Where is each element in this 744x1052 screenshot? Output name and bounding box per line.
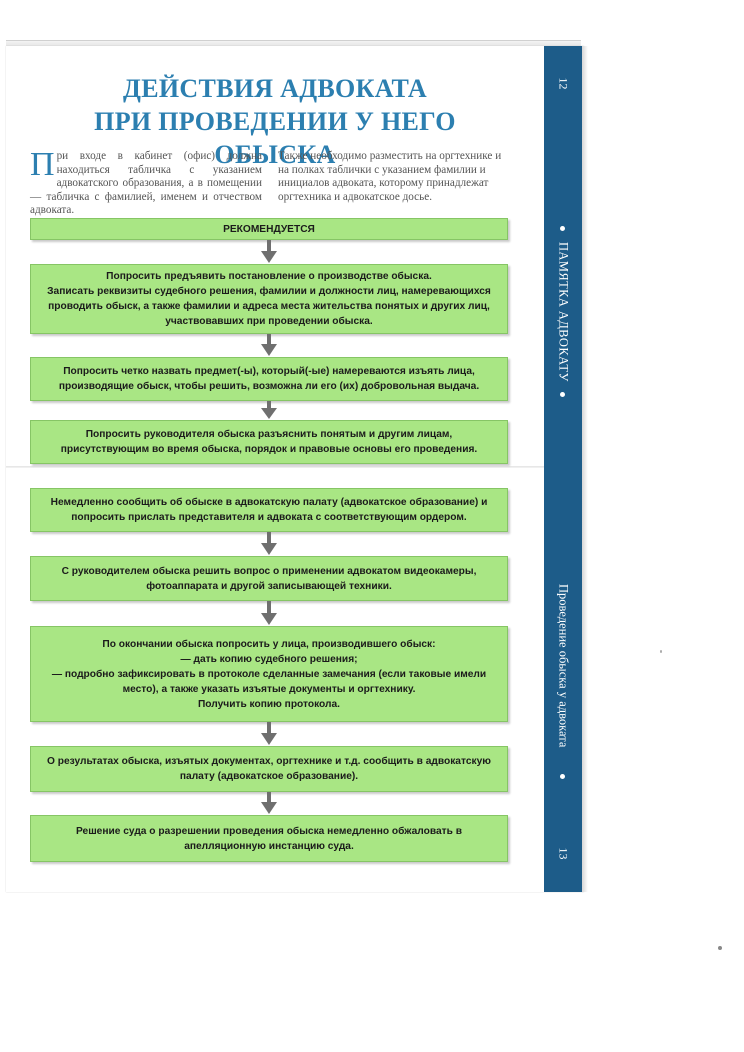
flow-arrow-icon xyxy=(259,401,279,420)
flow-step-box xyxy=(30,746,508,792)
flow-step-box xyxy=(30,420,508,464)
flow-step-text: По окончании обыска попросить у лица, производившего обыск: — дать копию судебного решения; — подробно зафиксировать в протоколе сделанные замечания (если таковые имели место), а также указать изъятые документы и оргтехнику. Получить копию протокола. xyxy=(51,638,487,710)
flow-arrow-icon xyxy=(259,240,279,264)
flow-arrow-icon xyxy=(259,722,279,746)
sidebar-heading-bottom: Проведение обыска у адвоката xyxy=(556,584,571,748)
flow-step-text: С руководителем обыска решить вопрос о применении адвокатом видеокамеры, фотоаппарата и другой записывающей техники. xyxy=(61,565,477,592)
flow-step-box xyxy=(30,357,508,401)
flow-header-label: РЕКОМЕНДУЕТСЯ xyxy=(223,223,315,235)
scan-speck xyxy=(660,650,662,653)
sidebar-heading-top: ПАМЯТКА АДВОКАТУ xyxy=(556,242,571,382)
flow-step-text: Решение суда о разрешении проведения обыска немедленно обжаловать в апелляционную инстанцию суда. xyxy=(75,825,462,852)
flow-arrow-icon xyxy=(259,532,279,556)
intro-right-paragraph: Также необходимо разместить на оргтехнике и на полках таблички с указанием фамилии и инициалов адвоката, которому принадлежат оргтехника и адвокатское досье. xyxy=(278,150,502,203)
flow-step-text: О результатах обыска, изъятых документах, оргтехнике и т.д. сообщить в адвокатскую палату (адвокатское образование). xyxy=(47,756,491,782)
title-line-1: ДЕЙСТВИЯ АДВОКАТА xyxy=(123,74,427,103)
bullet-dot-icon xyxy=(560,392,565,397)
sidebar-page-edge xyxy=(582,46,588,892)
flow-step-box xyxy=(30,556,508,601)
flow-step-text: Немедленно сообщить об обыске в адвокатскую палату (адвокатское образование) и попросить прислать представителя и адвоката с соответствующим ордером. xyxy=(50,497,488,523)
flow-arrow-icon xyxy=(259,334,279,357)
flow-arrow-icon xyxy=(259,601,279,626)
sidebar-strip xyxy=(544,46,582,892)
flow-step-text: Попросить руководителя обыска разъяснить понятым и другим лицам, присутствующим во время обыска, порядок и правовые основы его проведения. xyxy=(60,429,478,455)
flow-step-box xyxy=(30,626,508,722)
title-line-2: ПРИ ПРОВЕДЕНИИ У НЕГО ОБЫСКА xyxy=(94,107,456,169)
bullet-dot-icon xyxy=(560,226,565,231)
flow-step-box xyxy=(30,815,508,862)
flow-step-text: Попросить четко назвать предмет(-ы), который(-ые) намереваются изъять лица, производящие обыск, чтобы решить, возможна ли его (их) добровольная выдача. xyxy=(58,366,480,392)
intro-left-text: ри входе в кабинет (офис) должна находиться табличка с указанием адвокатского образования, а в помещении — табличка с фамилией, именем и отчеством адвоката. xyxy=(30,150,262,216)
scan-speck xyxy=(718,946,722,950)
flow-header-box xyxy=(30,218,508,240)
flow-step-text: Попросить предъявить постановление о производстве обыска. Записать реквизиты судебного решения, фамилии и должности лиц, намеревающихся проводить обыск, а также фамилии и адреса места жительства понятых и других лиц, участвовавших при проведении обыска. xyxy=(47,271,491,327)
flow-step-box xyxy=(30,264,508,334)
bullet-dot-icon xyxy=(560,774,565,779)
flow-step-box xyxy=(30,488,508,532)
flow-arrow-icon xyxy=(259,792,279,815)
page-number-bottom: 13 xyxy=(556,847,571,860)
intro-dropcap: П xyxy=(30,146,55,183)
page-number-top: 12 xyxy=(556,77,571,90)
